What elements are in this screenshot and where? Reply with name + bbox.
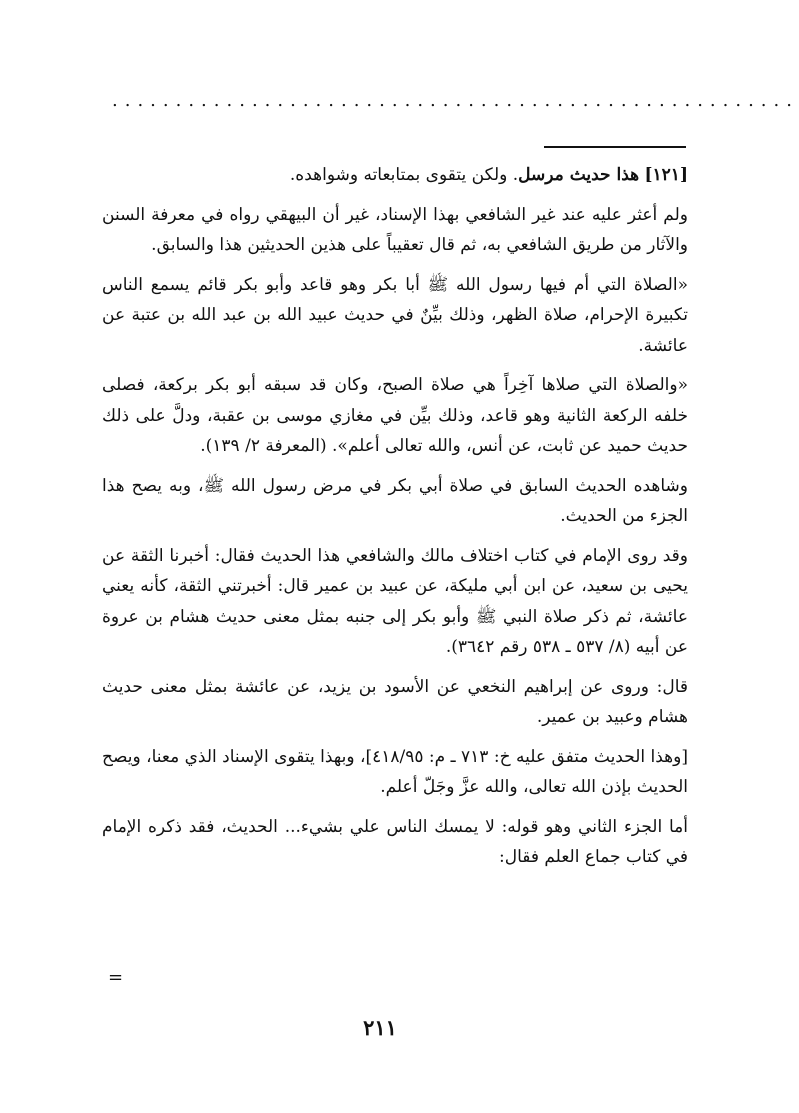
paragraph-4: وشاهده الحديث السابق في صلاة أبي بكر في مرض رسول الله ﷺ، وبه يصح هذا الجزء من الحديث. [102,475,688,526]
continuation-mark: = [108,967,124,988]
paragraph-6: قال: وروى عن إبراهيم النخعي عن الأسود بن يزيد، عن عائشة بمثل معنى حديث هشام وعبيد بن عمير. [102,676,688,727]
paragraph-7: [وهذا الحديث متفق عليه خ: ٧١٣ ـ م: ٤١٨/٩٥]، وبهذا يتقوى الإسناد الذي معنا، ويصح الحديث بإذن الله تعالى، والله عزَّ وجَلّ أعلم. [102,746,688,797]
paragraph-2: «الصلاة التي أم فيها رسول الله ﷺ أبا بكر وهو قاعد وأبو بكر قائم يسمع الناس تكبيرة الإحرام، صلاة الظهر، وذلك بيِّنٌ في حديث عبيد الله بن عبد الله بن عتبة عن عائشة. [102,274,688,356]
paragraph-3: «والصلاة التي صلاها آخِراً هي صلاة الصبح، وكان قد سبقه أبو بكر بركعة، فصلى خلفه الركعة الثانية وهو قاعد، وذلك بيِّن في مغازي موسى بن عقبة، ودلَّ على ذلك حديث حميد عن ثابت، عن أنس، والله تعالى أعلم». (المعرفة ٢/ ١٣٩). [102,375,688,456]
header-dotted-line: ...................................................... [112,90,799,111]
paragraph-5: وقد روى الإمام في كتاب اختلاف مالك والشافعي هذا الحديث فقال: أخبرنا الثقة عن يحيى بن سعيد، عن ابن أبي مليكة، عن عبيد بن عمير قال: أخبرتني الثقة، كأنه يعني عائشة، ثم ذكر صلاة النبي ﷺ وأبو بكر إلى جنبه بمثل معنى حديث هشام بن عروة عن أبيه (٨/ ٥٣٧ ـ ٥٣٨ رقم ٣٦٤٢). [102,545,688,657]
section-rule [544,146,686,148]
entry-heading [102,160,688,191]
page-number: ٢١١ [363,1015,397,1040]
entry-number: [١٢١] [644,165,688,185]
paragraph-1: ولم أعثر عليه عند غير الشافعي بهذا الإسناد، غير أن البيهقي رواه في معرفة السنن والآثار من طريق الشافعي به، ثم قال تعقيباً على هذين الحديثين هذا والسابق. [102,204,688,255]
entry-verdict: هذا حديث مرسل [518,165,640,185]
paragraph-8: أما الجزء الثاني وهو قوله: لا يمسك الناس علي بشيء... الحديث، فقد ذكره الإمام في كتاب جماع العلم فقال: [102,816,688,867]
page-body [102,160,688,882]
entry-verdict-tail: . ولكن يتقوى بمتابعاته وشواهده. [289,165,519,185]
